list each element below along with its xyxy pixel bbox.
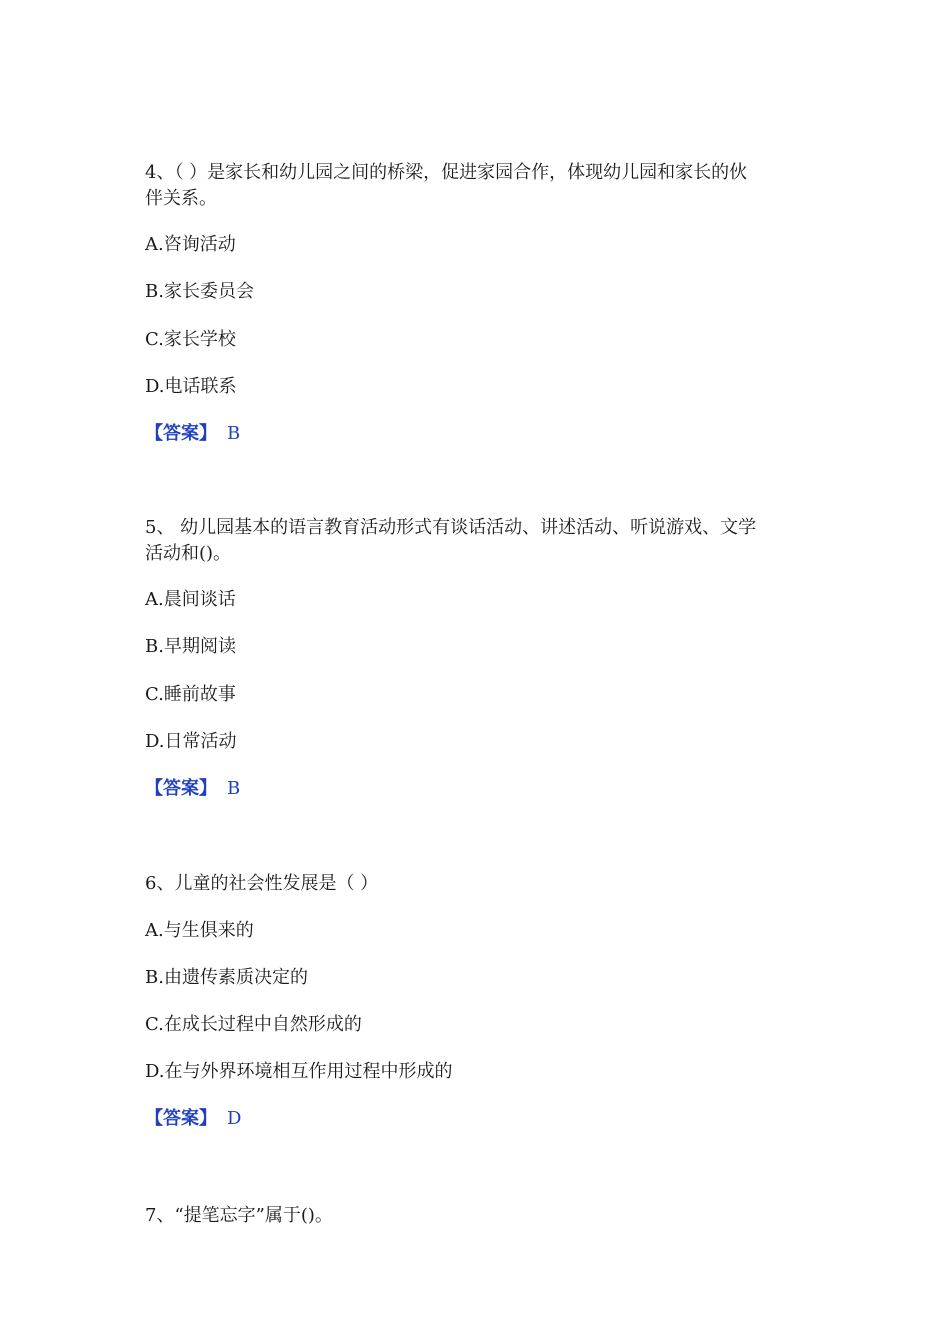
question-4-option-d: D.电话联系	[145, 376, 237, 397]
question-5-option-c: C.睡前故事	[145, 684, 236, 705]
answer-value: B	[227, 423, 241, 444]
question-4-stem-line-1: 4、（ ）是家长和幼儿园之间的桥梁，促进家园合作，体现幼儿园和家长的伙	[145, 162, 748, 183]
question-6-stem-line-1: 6、儿童的社会性发展是（ ）	[145, 873, 379, 894]
question-6-option-b: B.由遗传素质决定的	[145, 967, 308, 988]
question-5-option-d: D.日常活动	[145, 731, 237, 752]
question-6-option-c: C.在成长过程中自然形成的	[145, 1014, 362, 1035]
answer-label: 【答案】	[145, 778, 217, 799]
question-4-option-b: B.家长委员会	[145, 281, 254, 302]
question-4-option-a: A.咨询活动	[145, 234, 236, 255]
question-4-stem-line-2: 伴关系。	[145, 188, 217, 209]
question-5-stem-line-2: 活动和()。	[145, 543, 232, 564]
question-6-option-a: A.与生俱来的	[145, 920, 254, 941]
answer-label: 【答案】	[145, 1108, 217, 1129]
question-4-answer	[145, 421, 240, 447]
question-5-option-a: A.晨间谈话	[145, 589, 236, 610]
question-5-option-b: B.早期阅读	[145, 636, 236, 657]
answer-value: D	[227, 1108, 242, 1129]
question-7-stem-line-1: 7、“提笔忘字”属于()。	[145, 1205, 333, 1226]
answer-value: B	[227, 778, 241, 799]
question-6-option-d: D.在与外界环境相互作用过程中形成的	[145, 1061, 453, 1082]
question-5-stem-line-1: 5、 幼儿园基本的语言教育活动形式有谈话活动、讲述活动、听说游戏、文学	[145, 517, 757, 538]
answer-label: 【答案】	[145, 423, 217, 444]
question-4-option-c: C.家长学校	[145, 329, 236, 350]
question-6-answer	[145, 1106, 241, 1132]
question-5-answer	[145, 776, 240, 802]
